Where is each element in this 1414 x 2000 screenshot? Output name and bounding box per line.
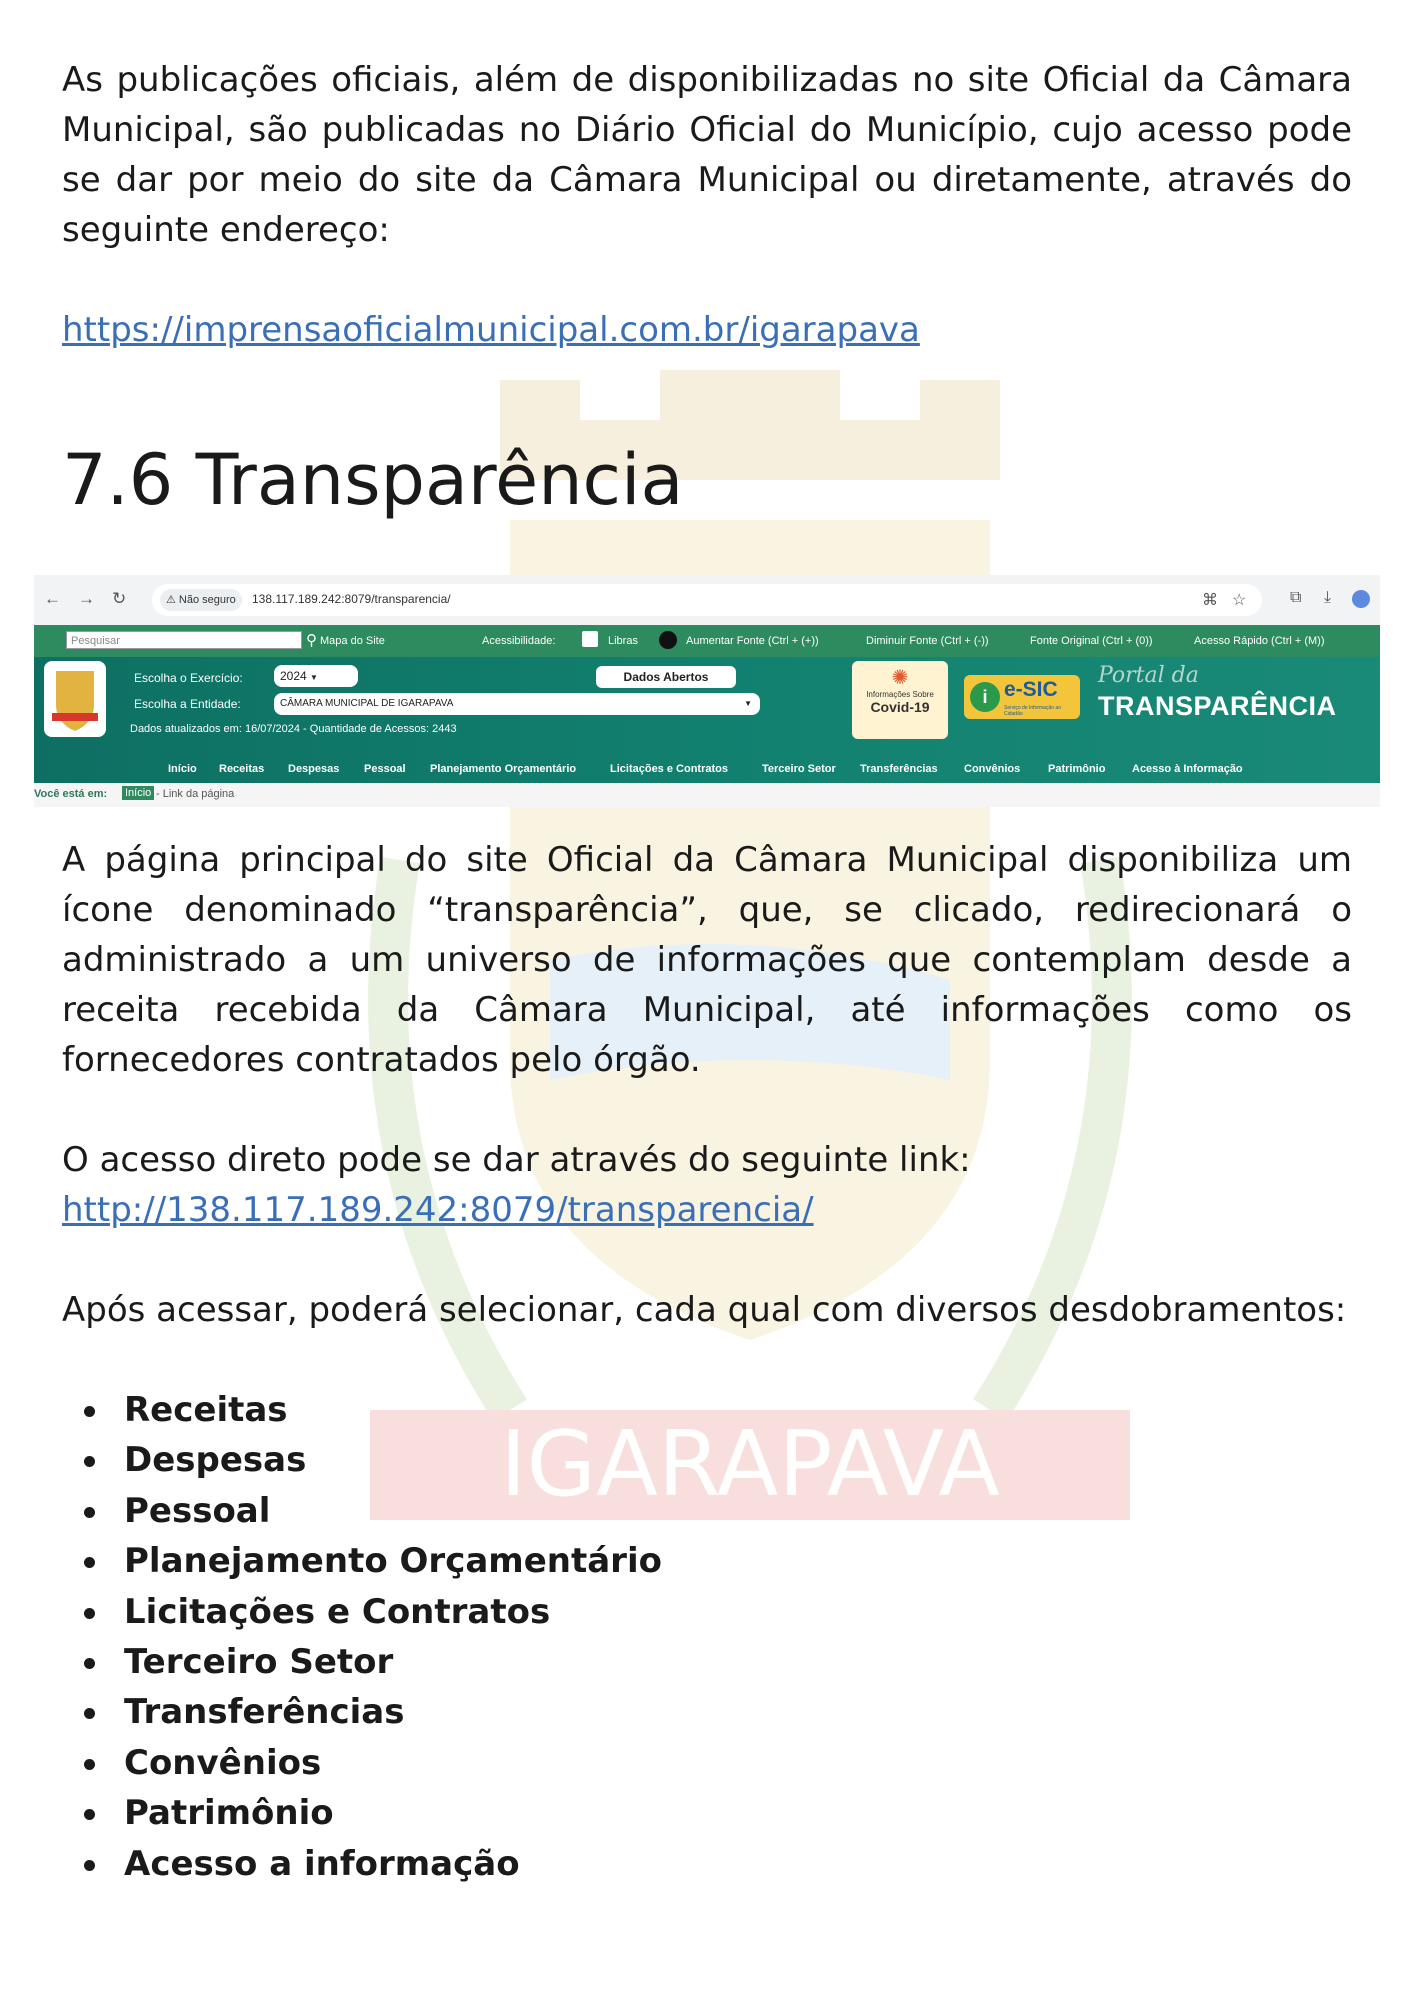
watermark-text: IGARAPAVA: [499, 1412, 1001, 1517]
list-item: Transferências: [62, 1687, 662, 1737]
search-input: Pesquisar: [66, 631, 302, 649]
extensions-icon: ⧉: [1290, 589, 1302, 606]
list-item: Pessoal: [62, 1486, 662, 1536]
updated-info: Dados atualizados em: 16/07/2024 - Quantidade de Acessos: 2443: [130, 723, 457, 735]
entity-label: Escolha a Entidade:: [134, 697, 241, 711]
after-access-text: Após acessar, poderá selecionar, cada qual com diversos desdobramentos:: [62, 1290, 1347, 1330]
sections-list: [62, 1385, 662, 1889]
back-icon: ←: [44, 589, 61, 608]
entity-select: CÂMARA MUNICIPAL DE IGARAPAVA ▼: [274, 693, 760, 715]
list-item: Despesas: [62, 1435, 662, 1485]
covid-info-box: [852, 661, 948, 739]
contrast-icon: [659, 631, 677, 649]
section-title: 7.6 Transparência: [62, 439, 684, 521]
font-up-link: Aumentar Fonte (Ctrl + (+)): [686, 635, 819, 647]
portal-toolbar: [34, 625, 1380, 657]
reload-icon: ↻: [112, 589, 127, 608]
list-item: Planejamento Orçamentário: [62, 1536, 662, 1586]
nav-despesas: Despesas: [288, 763, 340, 775]
address-bar: [152, 584, 1262, 616]
search-icon: ⚲: [306, 632, 317, 649]
libras-icon: [582, 631, 598, 647]
list-item: Terceiro Setor: [62, 1637, 662, 1687]
download-icon: ⤓: [1324, 589, 1332, 606]
covid-small-text: Informações Sobre: [866, 690, 934, 699]
portal-title-line2: TRANSPARÊNCIA: [1098, 691, 1337, 721]
breadcrumb-current: Início: [122, 786, 154, 800]
nav-convenios: Convênios: [964, 763, 1021, 775]
intro-paragraph: As publicações oficiais, além de disponibilizadas no site Oficial da Câmara Municipal, são publicadas no Diário Oficial do Município, cujo acesso pode se dar por meio do site da Câmara Municipal ou diretamente, através do seguinte endereço:: [62, 60, 1352, 250]
nav-receitas: Receitas: [219, 763, 265, 775]
font-original-link: Fonte Original (Ctrl + (0)): [1030, 635, 1153, 647]
nav-pessoal: Pessoal: [364, 763, 406, 775]
portal-screenshot: [34, 575, 1380, 807]
esic-label: e-SIC: [1004, 678, 1058, 701]
list-item: Acesso a informação: [62, 1839, 662, 1889]
nav-acesso-informacao: Acesso à Informação: [1132, 763, 1243, 775]
translate-icon: ⌘: [1202, 592, 1218, 609]
list-item: Licitações e Contratos: [62, 1587, 662, 1637]
forward-icon: →: [78, 589, 95, 608]
accessibility-label: Acessibilidade:: [482, 635, 556, 647]
open-data-button: Dados Abertos: [596, 666, 736, 688]
list-item: Receitas: [62, 1385, 662, 1435]
site-map-link: Mapa do Site: [320, 635, 385, 647]
not-secure-badge: ⚠ Não seguro: [160, 589, 242, 611]
transparency-description: A página principal do site Oficial da Câmara Municipal disponibiliza um ícone denominado “transparência”, que, se clicado, redirecionará o administrado a um universo de informações que contemplam desde a receita recebida da Câmara Municipal, até informações como os fornecedores contratados pelo órgão.: [62, 840, 1352, 1080]
direct-access-text: O acesso direto pode se dar através do seguinte link:: [62, 1140, 971, 1180]
browser-bar: [34, 575, 1380, 626]
quick-access-link: Acesso Rápido (Ctrl + (M)): [1194, 635, 1325, 647]
font-down-link: Diminuir Fonte (Ctrl + (-)): [866, 635, 989, 647]
covid-big-text: Covid-19: [870, 699, 930, 715]
nav-planejamento: Planejamento Orçamentário: [430, 763, 577, 775]
list-item: Convênios: [62, 1738, 662, 1788]
nav-licitacoes: Licitações e Contratos: [610, 763, 728, 775]
exercise-label: Escolha o Exercício:: [134, 671, 243, 685]
nav-inicio: Início: [168, 763, 197, 775]
profile-icon: [1352, 590, 1370, 608]
breadcrumb-rest: - Link da página: [156, 788, 235, 800]
esic-subtitle: Serviço de Informação ao Cidadão: [1004, 705, 1061, 717]
libras-link: Libras: [608, 635, 638, 647]
info-icon: i: [970, 682, 1000, 712]
list-item: Patrimônio: [62, 1788, 662, 1838]
transparency-link[interactable]: http://138.117.189.242:8079/transparencia/: [62, 1190, 814, 1230]
virus-icon: ✺: [891, 667, 909, 689]
breadcrumb-label: Você está em:: [34, 788, 108, 800]
url-text: 138.117.189.242:8079/transparencia/: [252, 592, 451, 606]
city-crest-icon: [44, 661, 106, 737]
portal-banner: [34, 657, 1380, 783]
nav-patrimonio: Patrimônio: [1048, 763, 1106, 775]
nav-transferencias: Transferências: [860, 763, 938, 775]
breadcrumb: [34, 783, 1380, 807]
nav-terceiro-setor: Terceiro Setor: [762, 763, 836, 775]
exercise-select: 2024 ▼: [274, 665, 358, 687]
star-icon: ☆: [1232, 592, 1247, 609]
imprensa-oficial-link[interactable]: https://imprensaoficialmunicipal.com.br/igarapava: [62, 310, 920, 350]
portal-title-line1: Portal da: [1098, 663, 1199, 688]
esic-badge: [964, 675, 1080, 719]
